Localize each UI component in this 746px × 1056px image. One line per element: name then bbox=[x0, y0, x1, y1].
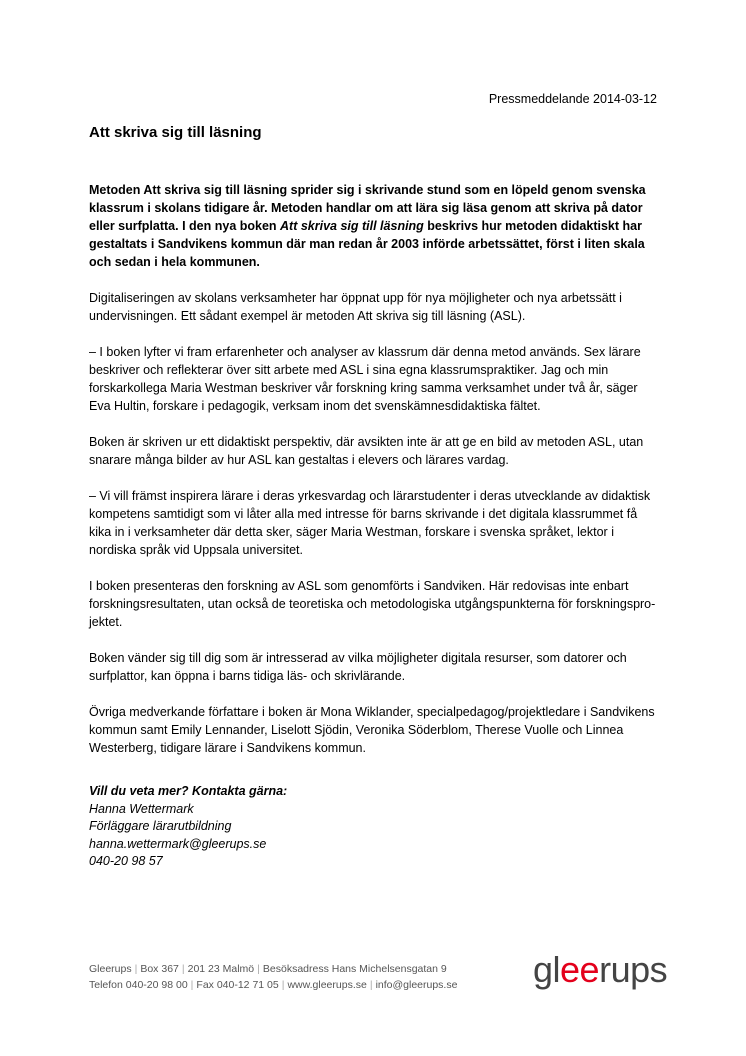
paragraph: Övriga medverkande författare i boken är Mona Wiklander, specialpedagog/projektledare i Sandvikens kommun samt Emily Lennander, Liselott Sjödin, Veronika Söderblom, Therese Vuolle och Linnea Westerberg, tidigare lärare i Sandvikens kommun. bbox=[89, 705, 655, 755]
article-body bbox=[89, 181, 659, 775]
footer bbox=[89, 961, 457, 993]
footer-separator: | bbox=[134, 963, 138, 975]
footer-separator: | bbox=[369, 979, 373, 991]
contact-email[interactable]: hanna.wettermark@gleerups.se bbox=[89, 836, 267, 851]
lead-text-1: Metoden Att skriva sig till läsning sprider sig i skrivande stund som en löpeld genom svenska klassrum i skolans tidigare år. Metoden handlar om att lära sig läsa genom att skriva på dator eller surfplatta. I den nya boken bbox=[89, 183, 646, 233]
footer-postal: 201 23 Malmö bbox=[187, 963, 255, 975]
footer-separator: | bbox=[281, 979, 285, 991]
footer-phone: Telefon 040-20 98 00 bbox=[89, 979, 188, 991]
paragraph: Boken vänder sig till dig som är intresserad av vilka möjligheter digitala resurser, som datorer och surfplattor, kan öppna i barns tidiga läs- och skrivlärande. bbox=[89, 651, 627, 683]
logo-accent-text: ee bbox=[560, 949, 600, 990]
footer-separator: | bbox=[257, 963, 260, 975]
paragraph: – I boken lyfter vi fram erfarenheter och analyser av klassrum där denna metod används. Sex lärare beskriver och reflekterar över sitt arbete med ASL i sina egna klassrumspraktiker. Jag och min forskarkollega Maria Westman beskriver vår forskning kring samma verksamhet under två år, säger Eva Hultin, forskare i pedagogik, verksam inom det svenskämnesdidaktiska fältet. bbox=[89, 345, 641, 413]
contact-name: Hanna Wettermark bbox=[89, 801, 194, 816]
footer-separator: | bbox=[181, 963, 185, 975]
lead-paragraph bbox=[89, 181, 659, 271]
footer-line-2 bbox=[89, 977, 457, 993]
footer-company: Gleerups bbox=[89, 963, 132, 975]
footer-box: Box 367 bbox=[140, 963, 179, 975]
dateline: Pressmeddelande 2014-03-12 bbox=[488, 92, 657, 106]
book-title: Att skriva sig till läsning bbox=[280, 219, 424, 233]
footer-email-link[interactable]: info@gleerups.se bbox=[375, 979, 458, 991]
footer-separator: | bbox=[190, 979, 194, 991]
gleerups-logo bbox=[533, 949, 667, 991]
footer-visit-address: Besöksadress Hans Michelsensgatan 9 bbox=[262, 963, 447, 975]
logo-text: gl bbox=[533, 949, 561, 990]
contact-block bbox=[89, 783, 287, 871]
paragraph: Digitaliseringen av skolans verksamheter har öppnat upp för nya möjligheter och nya arbetssätt i undervisningen. Ett sådant exempel är metoden Att skriva sig till läsning (ASL). bbox=[89, 291, 622, 323]
footer-line-1 bbox=[89, 961, 457, 977]
contact-heading: Vill du veta mer? Kontakta gärna: bbox=[89, 784, 288, 798]
contact-role: Förläggare lärarutbildning bbox=[89, 819, 232, 833]
lead-text-2: beskrivs hur metoden didaktiskt har gestaltats i Sandvikens kommun där man redan år 2003 införde arbetssättet, först i liten skala och sedan i hela kommunen. bbox=[89, 219, 645, 269]
footer-website-link[interactable]: www.gleerups.se bbox=[287, 979, 367, 991]
paragraph: I boken presenteras den forskning av ASL som genomförts i Sandviken. Här redovisas inte enbart forskningsresultaten, utan också de teoretiska och metodologiska utgångspunkterna för forskningspro-jektet. bbox=[89, 579, 656, 629]
paragraph: – Vi vill främst inspirera lärare i deras yrkesvardag och lärarstudenter i deras utvecklande av didaktisk kompetens samtidigt som vi låter alla med intresse för barns skrivande i det digitala klassrummet få kika in i verksamheter där detta sker, säger Maria Westman, forskare i svenska språket, lektor i nordiska språk vid Uppsala universitet. bbox=[89, 489, 651, 557]
footer-fax: Fax 040-12 71 05 bbox=[196, 979, 279, 991]
paragraph: Boken är skriven ur ett didaktiskt perspektiv, där avsikten inte är att ge en bild av metoden ASL, utan snarare många bilder av hur ASL kan gestaltas i elevers och lärares vardag. bbox=[89, 435, 644, 467]
logo-text: rups bbox=[599, 949, 668, 990]
contact-phone: 040-20 98 57 bbox=[89, 854, 163, 868]
page-title: Att skriva sig till läsning bbox=[89, 124, 262, 141]
